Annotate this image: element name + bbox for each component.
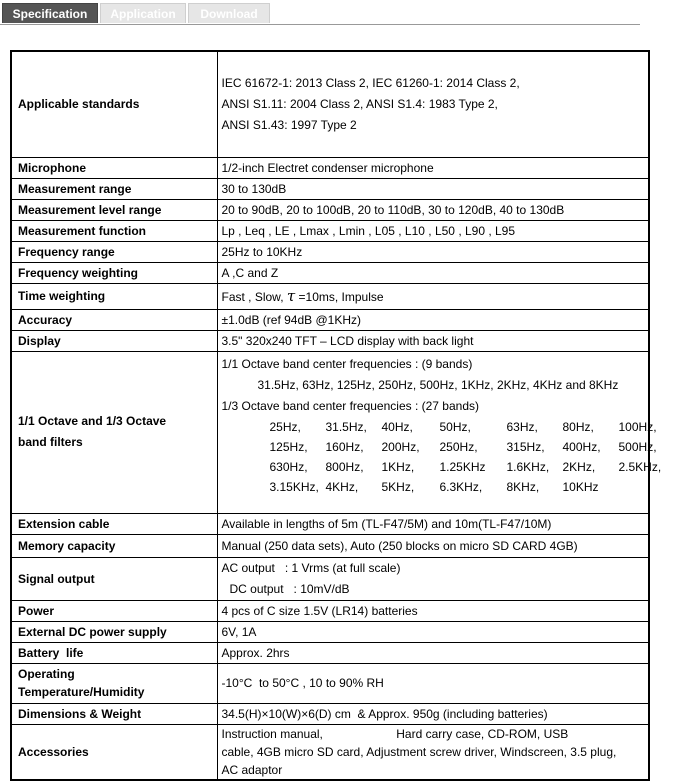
octave-label-line: 1/1 Octave and 1/3 Octave	[18, 414, 167, 428]
band-frequency: 200Hz,	[381, 439, 420, 454]
band-frequency	[619, 477, 675, 497]
table-row	[11, 724, 649, 780]
spec-label: Frequency weighting	[11, 262, 217, 283]
signal-output-line: DC output : 10mV/dB	[229, 581, 350, 596]
table-row	[11, 600, 649, 621]
table-row	[11, 178, 649, 199]
band-frequency: 125Hz,	[269, 439, 308, 454]
table-row	[11, 330, 649, 351]
band-frequency: 160Hz,	[325, 439, 364, 454]
accessories-line: AC adaptor	[221, 762, 283, 777]
signal-output-line: AC output : 1 Vrms (at full scale)	[221, 560, 401, 575]
spec-label: Dimensions & Weight	[11, 703, 217, 724]
table-row	[11, 220, 649, 241]
spec-value	[217, 724, 649, 780]
band-frequency: 400Hz,	[562, 439, 601, 454]
band-frequency: 630Hz,	[269, 459, 308, 474]
band-frequency: 1KHz,	[381, 459, 415, 474]
spec-value	[217, 51, 649, 157]
tab-application[interactable]: Application	[100, 3, 186, 23]
time-weighting-text: Fast , Slow,	[221, 290, 287, 304]
table-row	[11, 557, 649, 600]
band-frequency: 1.25KHz	[439, 459, 486, 474]
band-frequency: 250Hz,	[439, 439, 478, 454]
spec-label	[11, 351, 217, 513]
table-row	[11, 283, 649, 309]
octave-title: 1/1 Octave band center frequencies : (9 bands)	[221, 356, 473, 371]
standards-line: IEC 61672-1: 2013 Class 2, IEC 61260-1: 2014 Class 2,	[221, 75, 520, 90]
band-frequency: 8KHz,	[506, 479, 540, 494]
spec-label: Microphone	[11, 157, 217, 178]
band-frequency: 50Hz,	[439, 419, 471, 434]
spec-value: 20 to 90dB, 20 to 100dB, 20 to 110dB, 30 to 120dB, 40 to 130dB	[217, 199, 649, 220]
specification-table	[10, 50, 662, 781]
spec-label: Signal output	[11, 557, 217, 600]
spec-value	[217, 351, 662, 513]
table-row	[11, 663, 649, 703]
band-frequency: 500Hz,	[618, 439, 657, 454]
table-row	[11, 241, 649, 262]
tab-bar	[0, 0, 640, 25]
tab-specification[interactable]: Specification	[2, 3, 98, 23]
spec-label: Frequency range	[11, 241, 217, 262]
spec-label: Display	[11, 330, 217, 351]
spec-value: ±1.0dB (ref 94dB @1KHz)	[217, 309, 649, 330]
spec-label: Time weighting	[11, 283, 217, 309]
band-frequency: 25Hz,	[269, 419, 301, 434]
band-frequency: 63Hz,	[506, 419, 538, 434]
spec-value: 6V, 1A	[217, 621, 649, 642]
band-frequency: 80Hz,	[562, 419, 594, 434]
spec-value: 34.5(H)×10(W)×6(D) cm & Approx. 950g (including batteries)	[217, 703, 649, 724]
spec-value: Available in lengths of 5m (TL-F47/5M) and 10m(TL-F47/10M)	[217, 513, 649, 534]
standards-line: ANSI S1.11: 2004 Class 2, ANSI S1.4: 1983 Type 2,	[221, 96, 498, 111]
band-frequency: 5KHz,	[381, 479, 415, 494]
octave-label-line: band filters	[18, 435, 83, 449]
spec-value	[217, 557, 649, 600]
spec-label: Accessories	[11, 724, 217, 780]
spec-label: Measurement function	[11, 220, 217, 241]
table-row	[11, 51, 649, 157]
band-frequency: 4KHz,	[325, 479, 359, 494]
spec-label: Extension cable	[11, 513, 217, 534]
table-row	[11, 157, 649, 178]
spec-value: Lp , Leq , LE , Lmax , Lmin , L05 , L10 , L50 , L90 , L95	[217, 220, 649, 241]
octave-values: 31.5Hz, 63Hz, 125Hz, 250Hz, 500Hz, 1KHz, 2KHz, 4KHz and 8KHz	[257, 377, 619, 392]
spec-value: 25Hz to 10KHz	[217, 241, 649, 262]
accessories-line: Instruction manual, Hard carry case, CD-ROM, USB	[221, 726, 569, 741]
accessories-line: cable, 4GB micro SD card, Adjustment screw driver, Windscreen, 3.5 plug,	[221, 744, 617, 759]
standards-line: ANSI S1.43: 1997 Type 2	[221, 117, 357, 132]
table-row	[11, 642, 649, 663]
spec-label: Power	[11, 600, 217, 621]
band-frequency: 31.5Hz,	[325, 419, 367, 434]
band-frequency: 100Hz,	[618, 419, 657, 434]
spec-label	[11, 663, 217, 703]
band-frequency: 40Hz,	[381, 419, 413, 434]
table-row	[11, 351, 649, 513]
time-weighting-text: =10ms, Impulse	[295, 290, 384, 304]
band-frequency: 1.6KHz,	[506, 459, 550, 474]
band-frequency: 315Hz,	[506, 439, 545, 454]
table-row	[11, 513, 649, 534]
spec-value	[217, 283, 649, 309]
table-row	[11, 703, 649, 724]
spec-value: 30 to 130dB	[217, 178, 649, 199]
spec-value: -10°C to 50°C , 10 to 90% RH	[217, 663, 649, 703]
table-row	[11, 621, 649, 642]
band-frequency: 2.5KHz,	[618, 459, 662, 474]
band-frequency: 3.15KHz,	[269, 479, 319, 494]
tau-symbol: τ	[286, 287, 296, 305]
table-row	[11, 534, 649, 557]
spec-value: Manual (250 data sets), Auto (250 blocks on micro SD CARD 4GB)	[217, 534, 649, 557]
spec-value: A ,C and Z	[217, 262, 649, 283]
table-row	[11, 262, 649, 283]
spec-label: Memory capacity	[11, 534, 217, 557]
band-frequency: 10KHz	[562, 479, 599, 494]
spec-label: Applicable standards	[11, 51, 217, 157]
tab-download[interactable]: Download	[188, 3, 270, 23]
spec-label: Accuracy	[11, 309, 217, 330]
spec-value: 3.5" 320x240 TFT – LCD display with back light	[217, 330, 649, 351]
spec-label: External DC power supply	[11, 621, 217, 642]
spec-label: Measurement level range	[11, 199, 217, 220]
operating-label-line: Temperature/Humidity	[18, 685, 145, 699]
spec-value: 4 pcs of C size 1.5V (LR14) batteries	[217, 600, 649, 621]
band-frequency: 800Hz,	[325, 459, 364, 474]
third-octave-grid	[222, 417, 662, 497]
spec-value: Approx. 2hrs	[217, 642, 649, 663]
spec-label: Battery life	[11, 642, 217, 663]
spec-value: 1/2-inch Electret condenser microphone	[217, 157, 649, 178]
band-frequency: 6.3KHz,	[439, 479, 483, 494]
band-frequency: 2KHz,	[562, 459, 596, 474]
table-row	[11, 309, 649, 330]
operating-label-line: Operating	[18, 667, 75, 681]
octave-title: 1/3 Octave band center frequencies : (27 bands)	[221, 398, 479, 413]
spec-label: Measurement range	[11, 178, 217, 199]
table-row	[11, 199, 649, 220]
